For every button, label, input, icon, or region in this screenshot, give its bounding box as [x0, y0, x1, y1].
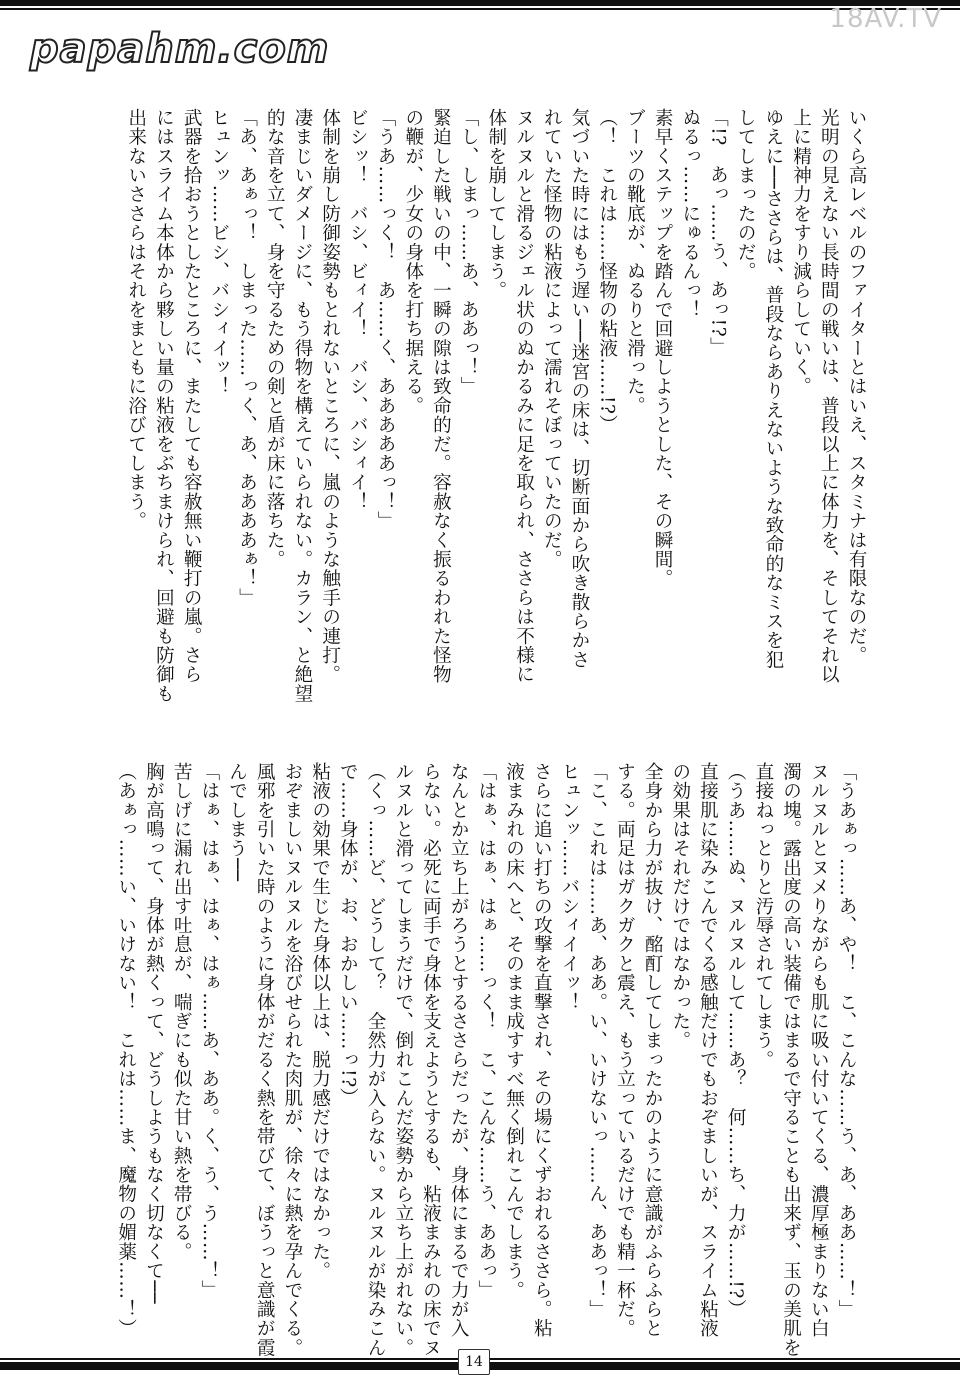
lower-text-block — [112, 762, 860, 1358]
text-column: 「うあ……っく！ あ……く、あああああっ！」 — [375, 108, 397, 531]
text-column: 「こ、これは……あ、ああ。い、いけないっ……ん、ああっ！」 — [586, 762, 608, 1319]
text-column: （うあ……ぬ、ヌルヌルして……あ？ 何……ち、力が……!?） — [725, 762, 747, 1319]
text-column: さらに追い打ちの攻撃を直撃され、その場にくずおれるささら。粘 — [531, 762, 553, 1338]
text-column: （あぁっ……い、いけない！ これは……ま、魔物の媚薬……！） — [115, 762, 137, 1338]
watermark-logo: papahm.com — [30, 26, 330, 72]
text-column: ぬるっ……にゅるんっ！ — [679, 108, 701, 320]
text-column: 出来ないささらはそれをまともに浴びてしまう。 — [125, 108, 147, 531]
text-column: （くっ……ど、どうして？ 全然力が入らない。ヌルヌルが染みこん — [365, 762, 387, 1358]
text-column: 体制を崩し防御姿勢もとれないところに、嵐のような触手の連打。 — [319, 108, 341, 684]
text-column: 気づいた時にはもう遅い──迷宮の床は、切断面から吹き散らかさ — [568, 108, 590, 670]
text-column: 「はぁ、はぁ、はぁ……っく！ こ、こんな……う、ああっ」 — [475, 762, 497, 1300]
watermark-top-right: 18AV.TV — [829, 4, 942, 34]
text-column: れていた怪物の粘液によって濡れそぼっていたのだ。 — [541, 108, 563, 569]
text-column: （！ これは……怪物の粘液……!?） — [596, 108, 618, 434]
text-column: 緊迫した戦いの中、一瞬の隙は致命的だ。容赦なく振るわれた怪物 — [430, 108, 452, 684]
text-column: なんとか立ち上がろうとするささらだったが、身体にまるで力が入 — [448, 762, 470, 1338]
text-column: 全身から力が抜け、酩酊してしまったかのように意識がふらふらと — [642, 762, 664, 1338]
text-column: 「し、しまっ……あ、ああっ！」 — [458, 108, 480, 396]
text-column: にはスライム本体から夥しい量の粘液をぶちまけられ、回避も防御も — [153, 108, 175, 704]
text-column: 凄まじいダメージに、もう得物を構えていられない。カラン、と絶望 — [291, 108, 313, 704]
text-column: ブーツの靴底が、ぬるりと滑った。 — [624, 108, 646, 416]
text-column: 胸が高鳴って、身体が熱くって、どうしようもなく切なくて── — [143, 762, 165, 1304]
text-column: 「はぁ、はぁ、はぁ、はぁ……あ、ああ。く、う、う……！」 — [198, 762, 220, 1300]
text-column: 直接ねっとりと汚辱されてしまう。 — [752, 762, 774, 1070]
text-column: 直接肌に染みこんでくる感触だけでもおぞましいが、スライム粘液 — [697, 762, 719, 1338]
text-column: 液まみれの床へと、そのまま成すすべ無く倒れこんでしまう。 — [503, 762, 525, 1300]
upper-text-block — [122, 108, 870, 704]
text-column: 風邪を引いた時のように身体がだるく熱を帯びて、ぼうっと意識が霞 — [254, 762, 276, 1358]
text-column: の効果はそれだけではなかった。 — [669, 762, 691, 1050]
text-column: してしまったのだ。 — [735, 108, 757, 281]
text-column: 「うあぁっ……あ、や！ こ、こんな……う、あ、ああ……！」 — [836, 762, 857, 1319]
text-column: ゆえに──ささらは、普段ならありえないような致命的なミスを犯 — [762, 108, 784, 670]
text-column: の鞭が、少女の身体を打ち据える。 — [402, 108, 424, 416]
text-column: 「あ、あぁっ！ しまった……っく、あ、ああああぁ！」 — [236, 108, 258, 608]
text-column: する。両足はガクガクと震え、もう立っているだけでも精一杯だ。 — [614, 762, 636, 1338]
text-column: 武器を拾おうとしたところに、またしても容赦無い鞭打の嵐。さら — [181, 108, 203, 684]
text-column: 素早くステップを踏んで回避しようとした、その瞬間。 — [652, 108, 674, 588]
text-column: いくら高レベルのファイターとはいえ、スタミナは有限なのだ。 — [846, 108, 867, 665]
text-column: 濁の塊。露出度の高い装備ではまるで守ることも出来ず、玉の美肌を — [780, 762, 802, 1358]
text-column: ヒュンッ……バシィイイッ！ — [558, 762, 580, 1012]
text-column: ヒュンッ……ビシ、バシィイッ！ — [208, 108, 230, 396]
text-column: 光明の見えない長時間の戦いは、普段以上に体力を、そしてそれ以 — [818, 108, 840, 684]
text-column: 体制を崩してしまう。 — [485, 108, 507, 300]
text-column: 粘液の効果で生じた身体以上は、脱力感だけではなかった。 — [309, 762, 331, 1281]
text-column: んでしまう── — [226, 762, 248, 882]
text-column: で……身体が、お、おかしい……っ!?） — [337, 762, 359, 1108]
text-column: 「!? あっ……う、あっ!?」 — [707, 108, 729, 357]
text-column: おぞましいヌルヌルを浴びせられた肉肌が、徐々に熱を孕んでくる。 — [281, 762, 303, 1358]
text-column: ビシッ！ バシ、ビィイ！ バシ、バシィイ！ — [347, 108, 369, 512]
text-column: らない。必死に両手で身体を支えようとするも、粘液まみれの床でヌ — [420, 762, 442, 1358]
page-number: 14 — [458, 1349, 490, 1375]
text-column: 苦しげに漏れ出す吐息が、喘ぎにも似た甘い熱を帯びる。 — [171, 762, 193, 1262]
top-border-rule — [0, 0, 960, 16]
text-column: 的な音を立て、身を守るための剣と盾が床に落ちた。 — [264, 108, 286, 569]
text-column: ヌルヌルと滑るジェル状のぬかるみに足を取られ、ささらは不様に — [513, 108, 535, 684]
text-column: ヌルヌルとヌメりながらも肌に吸い付いてくる、濃厚極まりない白 — [808, 762, 830, 1338]
text-column: 上に精神力をすり減らしていく。 — [790, 108, 812, 396]
text-column: ルヌルと滑ってしまうだけで、倒れこんだ姿勢から立ち上がれない。 — [392, 762, 414, 1358]
